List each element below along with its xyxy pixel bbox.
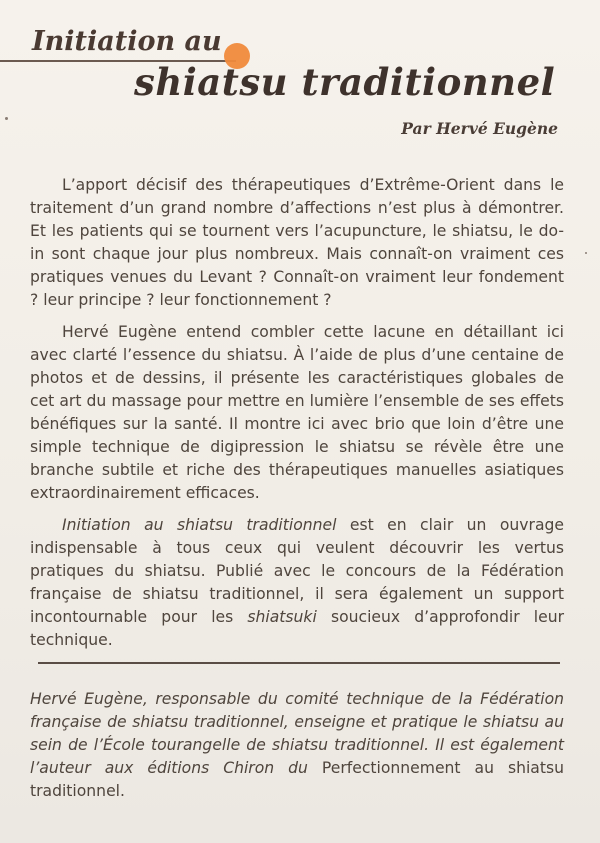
paragraph-1: L’apport décisif des thérapeutiques d’Extrême-Orient dans le traitement d’un grand nombre d’affections n’est plus à démontrer. Et les patients qui se tournent vers l’acupuncture, le shiatsu, le do-in sont chaque jour plus nombreux. Mais connaît-on vraiment ces pratiques venues du Levant ? Connaît-on vraiment leur fondement ? leur principe ? leur fonctionnement ? xyxy=(30,176,564,309)
paragraph-3-part-1: est en clair un ouvrage indispensable à tous ceux qui veulent découvrir les vertus pratiques du shiatsu. Publié avec le concours de la Fédération française de shiatsu traditionnel, il sera également un support incontournable pour les xyxy=(30,516,564,626)
shiatsuki-term: shiatsuki xyxy=(247,608,317,626)
title-line-1: Initiation au xyxy=(32,26,222,57)
paper-speck xyxy=(585,252,587,254)
section-divider xyxy=(38,662,560,664)
author-bio-book-title: Perfectionnement au shiatsu traditionnel. xyxy=(30,759,564,800)
author-bio xyxy=(30,688,564,803)
author-bio-italic: Hervé Eugène, responsable du comité technique de la Fédération française de shiatsu traditionnel, enseigne et pratique le shiatsu au sein de l’École tourangelle de shiatsu traditionnel. Il est également l’auteur aux éditions Chiron du xyxy=(30,690,564,777)
paragraph-3-part-2: soucieux d’approfondir leur technique. xyxy=(30,608,565,649)
description-text xyxy=(30,174,564,661)
paper-speck xyxy=(5,117,8,120)
paragraph-3 xyxy=(30,514,564,652)
book-title-reference: Initiation au shiatsu traditionnel xyxy=(62,516,337,534)
title-line-2: shiatsu traditionnel xyxy=(134,60,556,104)
paragraph-2: Hervé Eugène entend combler cette lacune en détaillant ici avec clarté l’essence du shiatsu. À l’aide de plus d’une centaine de photos et de dessins, il présente les caractéristiques globales de cet art du massage pour mettre en lumière l’ensemble de ses effets bénéfiques sur la santé. Il montre ici avec brio que loin d’être une simple technique de digipression le shiatsu se révèle être une branche subtile et riche des thérapeutiques manuelles asiatiques extraordinairement efficaces. xyxy=(30,323,564,502)
author-byline: Par Hervé Eugène xyxy=(401,119,558,138)
